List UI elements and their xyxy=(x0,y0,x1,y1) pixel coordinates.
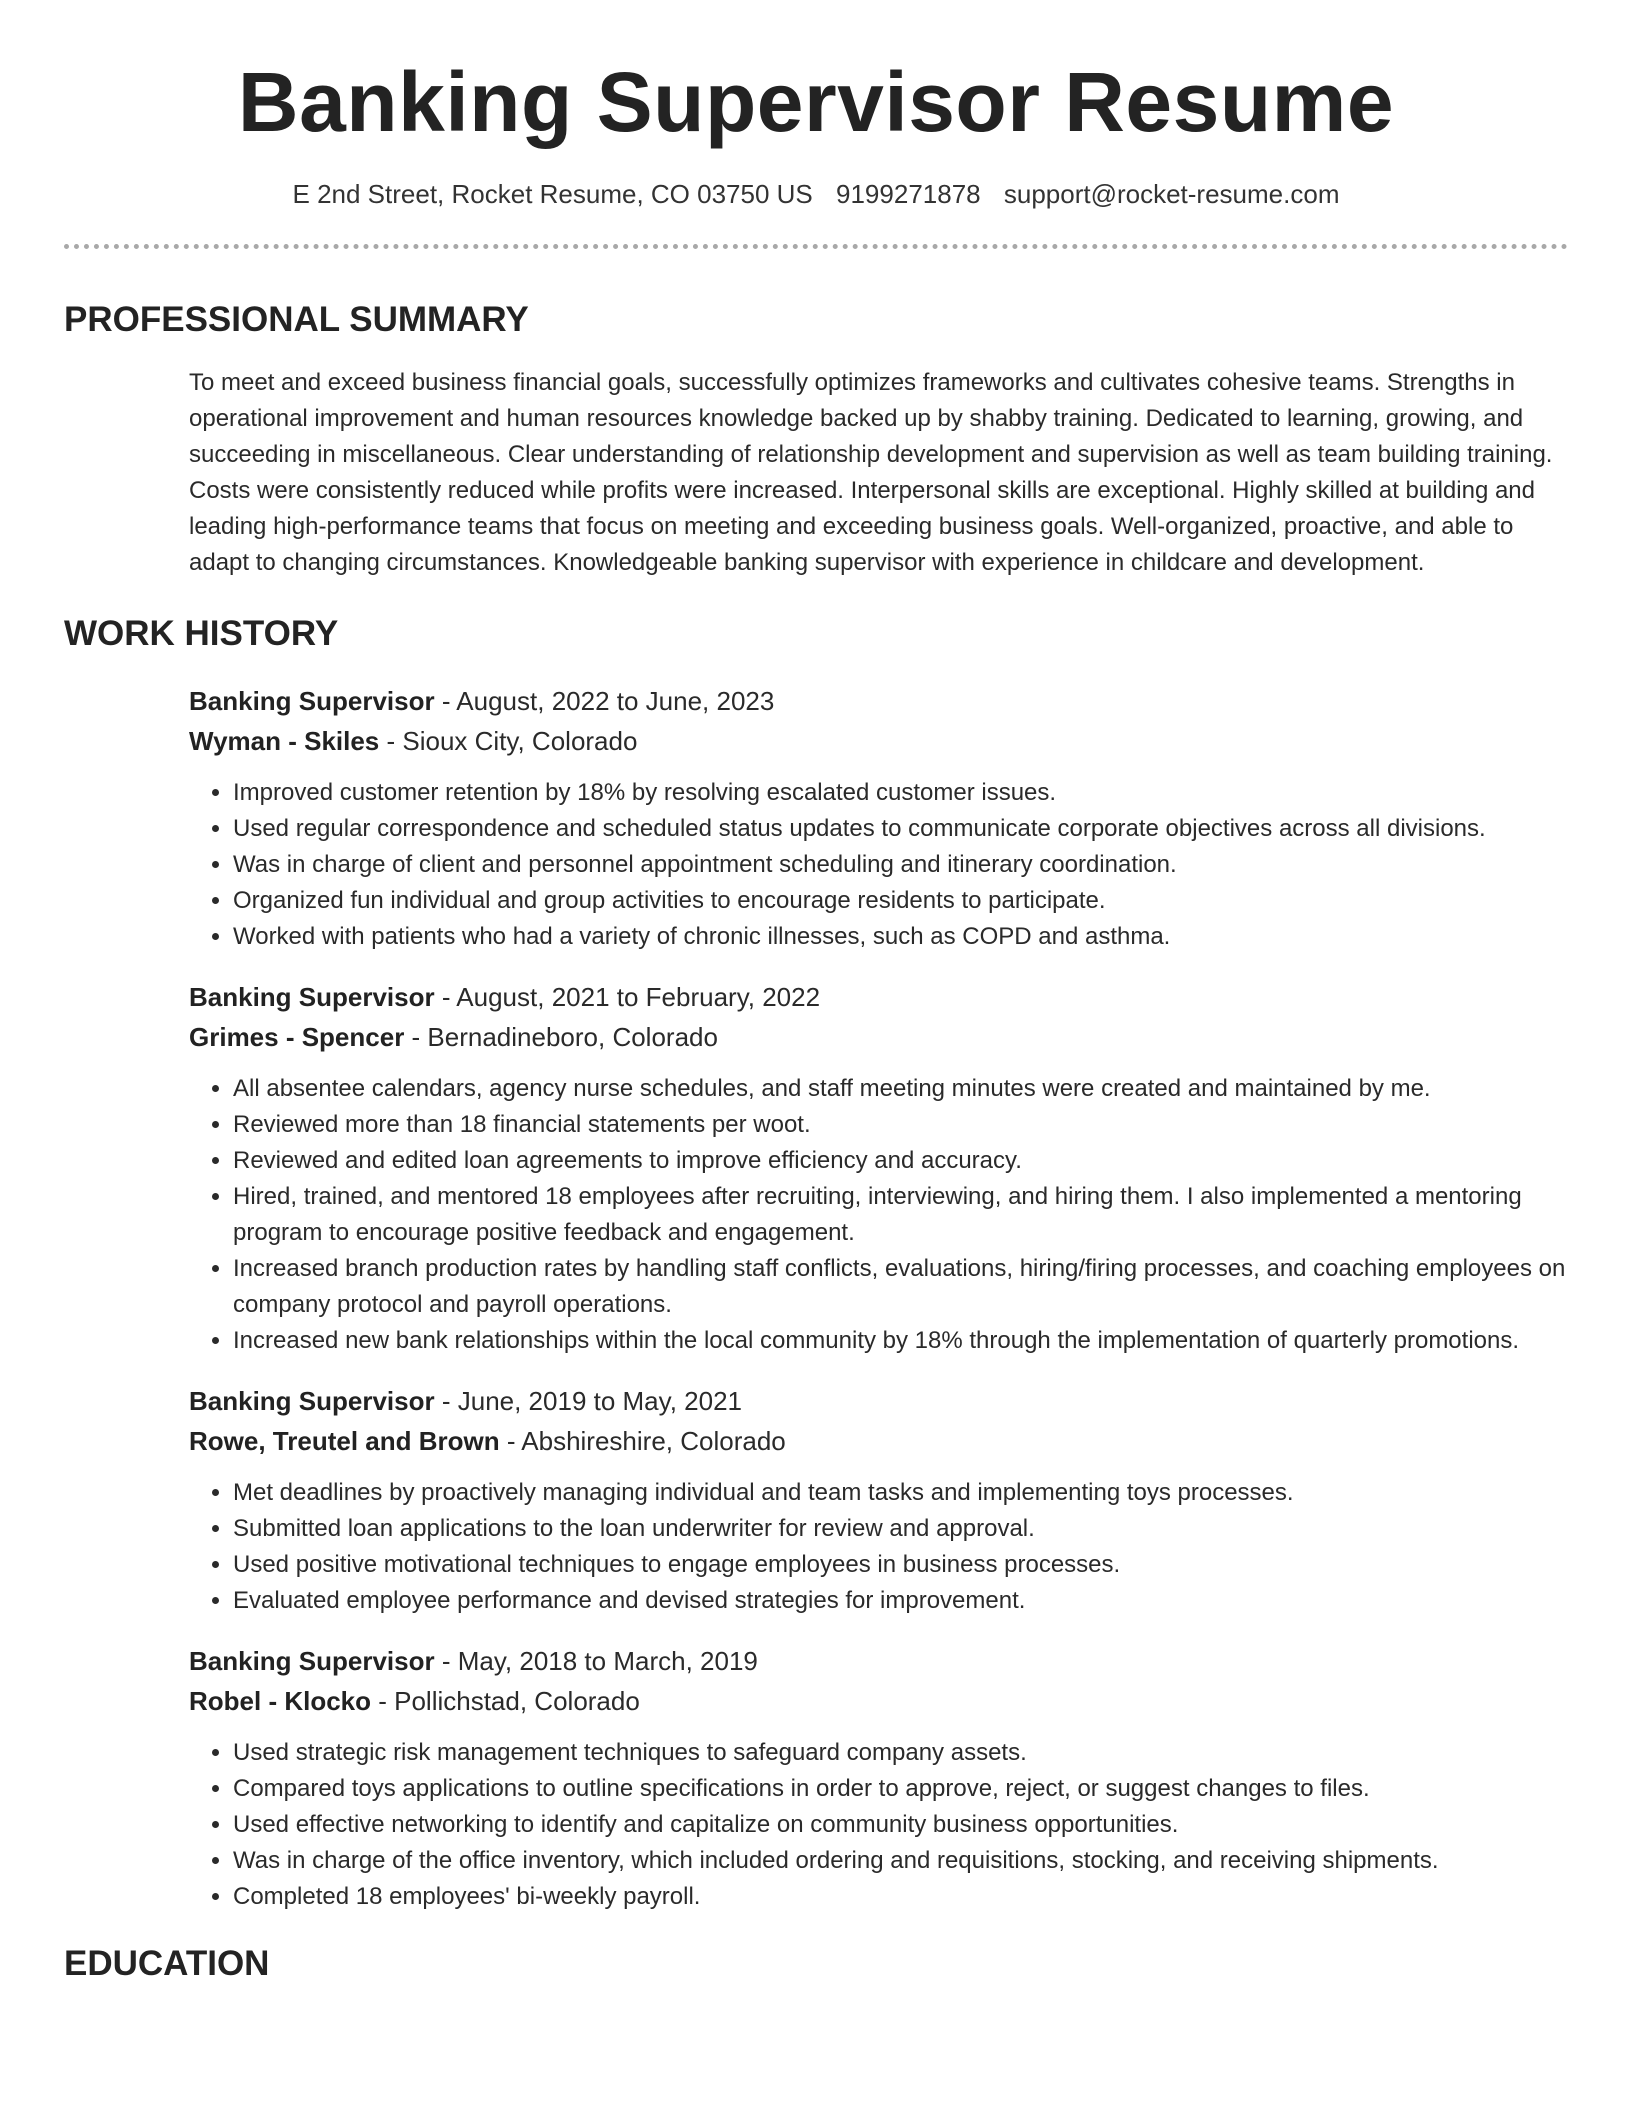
job-bullet: • Was in charge of the office inventory, which included ordering and requisitions, stocking, and receiving shipments. xyxy=(233,1843,1568,1879)
job-title: Banking Supervisor xyxy=(189,1386,435,1416)
job-company: Grimes - Spencer xyxy=(189,1022,405,1052)
job-company-line xyxy=(189,721,1568,761)
job-title-line xyxy=(189,1641,1568,1681)
job-dates: - June, 2019 to May, 2021 xyxy=(434,1386,743,1416)
job-title-line xyxy=(189,1381,1568,1421)
job-dates: - May, 2018 to March, 2019 xyxy=(434,1646,758,1676)
job-location: - Sioux City, Colorado xyxy=(379,726,638,756)
job-bullet: • Used strategic risk management techniques to safeguard company assets. xyxy=(233,1735,1568,1771)
job-bullet: • Used effective networking to identify and capitalize on community business opportunities. xyxy=(233,1807,1568,1843)
job-dates: - August, 2022 to June, 2023 xyxy=(434,686,775,716)
job-bullets xyxy=(189,1071,1568,1359)
job-bullets xyxy=(189,775,1568,955)
job-title: Banking Supervisor xyxy=(189,1646,435,1676)
job-bullets xyxy=(189,1475,1568,1619)
job-bullet: • Improved customer retention by 18% by resolving escalated customer issues. xyxy=(233,775,1568,811)
job-bullet: • Increased new bank relationships within the local community by 18% through the implementation of quarterly promotions. xyxy=(233,1323,1568,1359)
job-bullet: • Compared toys applications to outline specifications in order to approve, reject, or suggest changes to files. xyxy=(233,1771,1568,1807)
page-title: Banking Supervisor Resume xyxy=(237,55,1395,149)
job-entry xyxy=(189,1381,1568,1619)
contact-address: E 2nd Street, Rocket Resume, CO 03750 US xyxy=(292,179,813,209)
job-title: Banking Supervisor xyxy=(189,982,435,1012)
job-title: Banking Supervisor xyxy=(189,686,435,716)
header-divider xyxy=(64,244,1568,249)
job-entry xyxy=(189,977,1568,1359)
contact-email: support@rocket-resume.com xyxy=(1003,179,1340,209)
summary-section xyxy=(64,295,1568,581)
job-bullet: • Evaluated employee performance and devised strategies for improvement. xyxy=(233,1583,1568,1619)
job-bullet: • Worked with patients who had a variety of chronic illnesses, such as COPD and asthma. xyxy=(233,919,1568,955)
work-history-heading: WORK HISTORY xyxy=(64,614,339,653)
job-entry xyxy=(189,1641,1568,1915)
contact-line xyxy=(64,174,1568,214)
job-bullets xyxy=(189,1735,1568,1915)
summary-text: To meet and exceed business financial goals, successfully optimizes frameworks and cultivates cohesive teams. Strengths in operational improvement and human resources knowledge backed up by shabby training. Dedicated to learning, growing, and succeeding in miscellaneous. Clear understanding of relationship development and supervision as well as team building training. Costs were consistently reduced while profits were increased. Interpersonal skills are exceptional. Highly skilled at building and leading high-performance teams that focus on meeting and exceeding business goals. Well-organized, proactive, and able to adapt to changing circumstances. Knowledgeable banking supervisor with experience in childcare and development. xyxy=(189,369,1553,576)
job-dates: - August, 2021 to February, 2022 xyxy=(434,982,821,1012)
job-company: Robel - Klocko xyxy=(189,1686,372,1716)
summary-heading: PROFESSIONAL SUMMARY xyxy=(64,300,529,339)
job-bullet: • All absentee calendars, agency nurse schedules, and staff meeting minutes were created and maintained by me. xyxy=(233,1071,1568,1107)
job-company-line xyxy=(189,1421,1568,1461)
job-bullet: • Hired, trained, and mentored 18 employees after recruiting, interviewing, and hiring them. I also implemented a mentoring program to encourage positive feedback and engagement. xyxy=(233,1179,1568,1251)
job-location: - Abshireshire, Colorado xyxy=(499,1426,786,1456)
job-title-line xyxy=(189,977,1568,1017)
job-company-line xyxy=(189,1017,1568,1057)
job-bullet: • Completed 18 employees' bi-weekly payroll. xyxy=(233,1879,1568,1915)
job-title-line xyxy=(189,681,1568,721)
job-company: Wyman - Skiles xyxy=(189,726,380,756)
job-bullet: • Used regular correspondence and scheduled status updates to communicate corporate objectives across all divisions. xyxy=(233,811,1568,847)
job-bullet: • Reviewed and edited loan agreements to improve efficiency and accuracy. xyxy=(233,1143,1568,1179)
job-location: - Bernadineboro, Colorado xyxy=(404,1022,718,1052)
job-company-line xyxy=(189,1681,1568,1721)
work-history-section xyxy=(64,609,1568,1915)
job-bullet: • Organized fun individual and group activities to encourage residents to participate. xyxy=(233,883,1568,919)
job-bullet: • Increased branch production rates by handling staff conflicts, evaluations, hiring/firing processes, and coaching employees on company protocol and payroll operations. xyxy=(233,1251,1568,1323)
job-location: - Pollichstad, Colorado xyxy=(371,1686,640,1716)
job-bullet: • Submitted loan applications to the loan underwriter for review and approval. xyxy=(233,1511,1568,1547)
job-bullet: • Met deadlines by proactively managing individual and team tasks and implementing toys processes. xyxy=(233,1475,1568,1511)
job-entry xyxy=(189,681,1568,955)
job-bullet: • Reviewed more than 18 financial statements per woot. xyxy=(233,1107,1568,1143)
education-section xyxy=(64,1939,1568,1989)
job-bullet: • Used positive motivational techniques to engage employees in business processes. xyxy=(233,1547,1568,1583)
job-bullet: • Was in charge of client and personnel appointment scheduling and itinerary coordination. xyxy=(233,847,1568,883)
education-heading: EDUCATION xyxy=(64,1944,270,1983)
contact-phone: 9199271878 xyxy=(836,179,981,209)
job-company: Rowe, Treutel and Brown xyxy=(189,1426,500,1456)
